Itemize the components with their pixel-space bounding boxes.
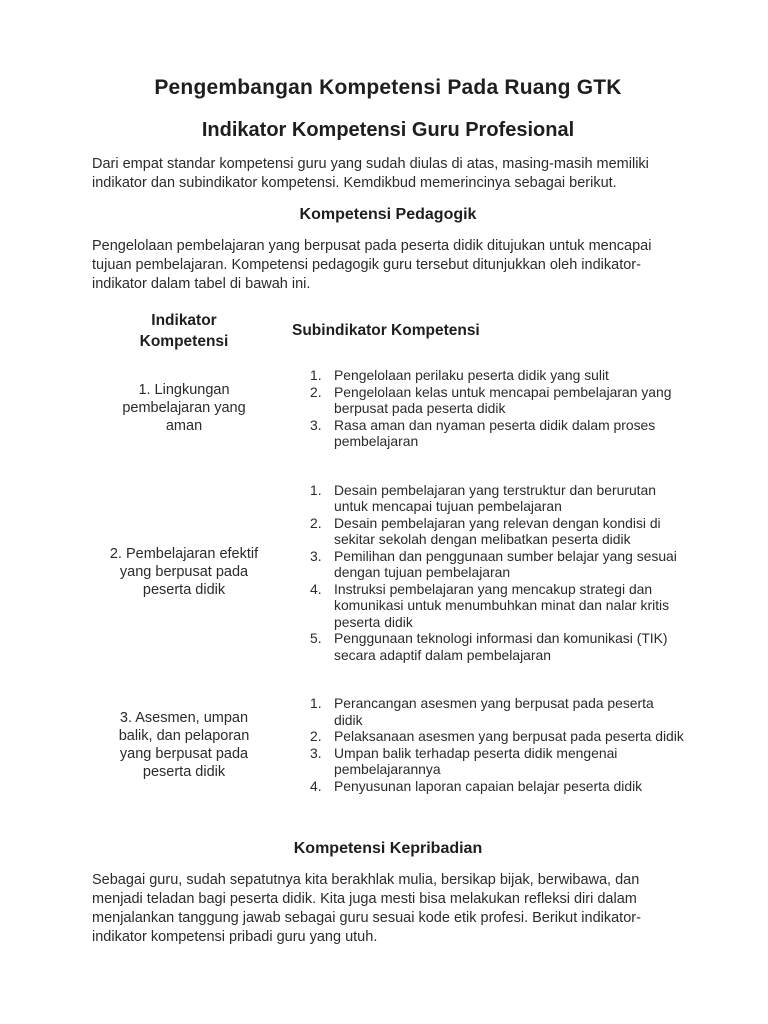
subindicator-text: Umpan balik terhadap peserta didik mengenai pembelajarannya (334, 744, 618, 777)
subindicator-number: 2. (310, 514, 322, 531)
subindicator-number: 3. (310, 547, 322, 564)
subindicator-item (292, 515, 684, 548)
subindicator-text: Pemilihan dan penggunaan sumber belajar yang sesuai dengan tujuan pembelajaran (334, 547, 677, 580)
subindicator-number: 2. (310, 383, 322, 400)
indicator-cell-1 (92, 381, 276, 435)
column-header-indikator: Indikator Kompetensi (139, 312, 229, 350)
subindicator-item (292, 581, 684, 631)
subindicator-number: 1. (310, 695, 322, 711)
subindicator-number: 3. (310, 744, 322, 761)
subindicator-number: 4. (310, 777, 322, 794)
section-heading-kepribadian: Kompetensi Kepribadian (293, 840, 483, 857)
document-title: Pengembangan Kompetensi Pada Ruang GTK (154, 76, 622, 99)
subindicator-number: 1. (310, 481, 322, 498)
pedagogik-paragraph: Pengelolaan pembelajaran yang berpusat pada peserta didik ditujukan untuk mencapai tujuan pembelajaran. Kompetensi pedagogik guru tersebut ditunjukkan oleh indikator-indikator dalam tabel di bawah ini. (92, 238, 652, 292)
intro-paragraph: Dari empat standar kompetensi guru yang sudah diulas di atas, masing-masih memiliki indikator dan subindikator kompetensi. Kemdikbud memerincinya sebagai berikut. (92, 156, 649, 191)
section-spacer (92, 794, 684, 840)
subindicator-item (292, 728, 684, 745)
subindicator-item (292, 417, 684, 450)
subindicator-text: Penggunaan teknologi informasi dan komunikasi (TIK) secara adaptif dalam pembelajaran (334, 630, 668, 663)
subindicator-item (292, 630, 684, 663)
competency-table-header (92, 310, 684, 352)
column-header-subindikator: Subindikator Kompetensi (292, 322, 480, 339)
subindicator-text: Instruksi pembelajaran yang mencakup strategi dan komunikasi untuk menumbuhkan minat dan nalar kritis peserta didik (334, 580, 670, 630)
subindicator-text: Pelaksanaan asesmen yang berpusat pada peserta didik (334, 728, 684, 744)
subindicator-item (292, 482, 684, 515)
competency-table-body (92, 367, 684, 794)
subindicator-number: 1. (310, 367, 322, 383)
indicator-label: 2. Pembelajaran efektif yang berpusat pada peserta didik (109, 546, 259, 599)
subindicator-number: 3. (310, 416, 322, 433)
subindicator-text: Desain pembelajaran yang terstruktur dan berurutan untuk mencapai tujuan pembelajaran (334, 481, 656, 514)
competency-table (92, 310, 684, 794)
subindicator-number: 5. (310, 630, 322, 646)
subindicator-text: Penyusunan laporan capaian belajar peserta didik (334, 777, 643, 794)
subindicator-list-1 (292, 367, 684, 450)
document-subtitle: Indikator Kompetensi Guru Profesional (201, 119, 575, 141)
subindicator-item (292, 745, 684, 778)
subindicator-item (292, 778, 684, 795)
subindicator-text: Desain pembelajaran yang relevan dengan kondisi di sekitar sekolah dengan melibatkan peserta didik (334, 514, 661, 547)
subindicator-item (292, 695, 684, 728)
subindicator-text: Rasa aman dan nyaman peserta didik dalam proses pembelajaran (334, 416, 656, 449)
subindicator-list-3 (292, 695, 684, 794)
subindicator-text: Perancangan asesmen yang berpusat pada peserta didik (334, 695, 654, 728)
indicator-cell-2 (92, 545, 276, 599)
subindicator-item (292, 367, 684, 384)
subindicator-item (292, 548, 684, 581)
subindicator-text: Pengelolaan kelas untuk mencapai pembelajaran yang berpusat pada peserta didik (334, 383, 672, 416)
section-heading-pedagogik: Kompetensi Pedagogik (299, 206, 477, 223)
subindicator-number: 4. (310, 580, 322, 597)
indicator-cell-3 (92, 709, 276, 781)
indicator-label: 3. Asesmen, umpan balik, dan pelaporan yang berpusat pada peserta didik (118, 709, 250, 780)
subindicator-item (292, 384, 684, 417)
kepribadian-paragraph: Sebagai guru, sudah sepatutnya kita berakhlak mulia, bersikap bijak, berwibawa, dan menjadi teladan bagi peserta didik. Kita juga mesti bisa melakukan refleksi diri dalam menjalankan tanggung jawab sebagai guru sesuai kode etik profesi. Berikut indikator-indikator kompetensi pribadi guru yang utuh. (92, 872, 641, 945)
indicator-label: 1. Lingkungan pembelajaran yang aman (122, 382, 246, 435)
subindicator-number: 2. (310, 728, 322, 744)
subindicator-text: Pengelolaan perilaku peserta didik yang sulit (334, 367, 609, 383)
subindicator-list-2 (292, 482, 684, 664)
